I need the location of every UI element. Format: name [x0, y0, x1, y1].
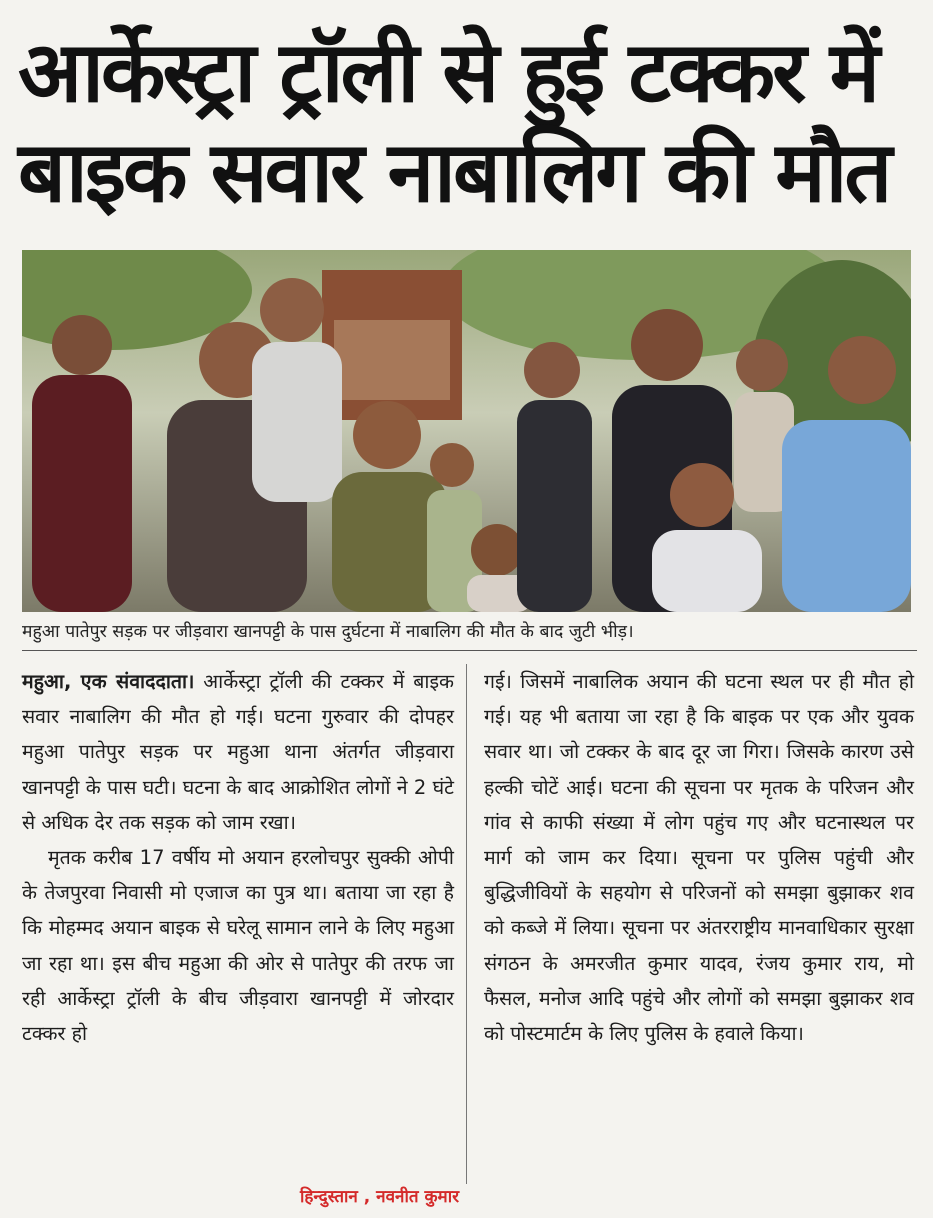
column-divider — [466, 664, 467, 1184]
dateline: महुआ, एक संवाददाता। — [22, 670, 195, 693]
article-paragraph-3: गई। जिसमें नाबालिक अयान की घटना स्थल पर ही मौत हो गई। यह भी बताया जा रहा है कि बाइक पर एक और युवक सवार था। जो टक्कर के बाद दूर जा गिरा। जिसके कारण उसे हल्की चोटें आई। घटना की सूचना पर मृतक के परिजन और गांव से काफी संख्या में लोग पहुंच गए और घटनास्थल पर मार्ग को जाम कर दिया। सूचना पर पुलिस पहुंची और बुद्धिजीवियों के सहयोग से परिजनों को समझा बुझाकर शव को कब्जे में लिया। सूचना पर अंतरराष्ट्रीय मानवाधिकार सुरक्षा संगठन के अमरजीत कुमार यादव, रंजय कुमार राय, मो फैसल, मनोज आदि पहुंचे और लोगों को समझा बुझाकर शव को पोस्टमार्टम के लिए पुलिस के हवाले किया। — [484, 670, 914, 1046]
headline-line-1: आर्केस्ट्रा ट्रॉली से हुई टक्कर में — [18, 23, 877, 121]
article-column-left — [22, 664, 454, 1051]
crowd-photo-illustration — [22, 250, 911, 612]
article-column-right — [484, 664, 914, 1051]
photo-credit: हिन्दुस्तान , नवनीत कुमार — [300, 1187, 460, 1207]
article-paragraph-2: मृतक करीब 17 वर्षीय मो अयान हरलोचपुर सुक्की ओपी के तेजपुरवा निवासी मो एजाज का पुत्र था। बताया जा रहा है कि मोहम्मद अयान बाइक से घरेलू सामान लाने के लिए महुआ जा रहा था। इस बीच महुआ की ओर से पातेपुर की तरफ जा रही आर्केस्ट्रा ट्रॉली के बीच जीड़वारा खानपट्टी में जोरदार टक्कर हो — [22, 846, 454, 1046]
article-paragraph-1-text: आर्केस्ट्रा ट्रॉली की टक्कर में बाइक सवार नाबालिग की मौत हो गई। घटना गुरुवार की दोपहर महुआ पातेपुर सड़क पर महुआ थाना अंतर्गत जीड़वारा खानपट्टी के पास घटी। घटना के बाद आक्रोशित लोगों ने 2 घंटे से अधिक देर तक सड़क को जाम रखा। — [22, 670, 454, 834]
photo-caption: महुआ पातेपुर सड़क पर जीड़वारा खानपट्टी के पास दुर्घटना में नाबालिग की मौत के बाद जुटी भीड़। — [22, 622, 634, 642]
article-paragraph-1 — [22, 664, 454, 840]
headline-line-2: बाइक सवार नाबालिग की मौत — [18, 123, 890, 221]
headline — [18, 22, 918, 222]
news-photo — [22, 250, 911, 612]
caption-divider — [22, 650, 917, 651]
